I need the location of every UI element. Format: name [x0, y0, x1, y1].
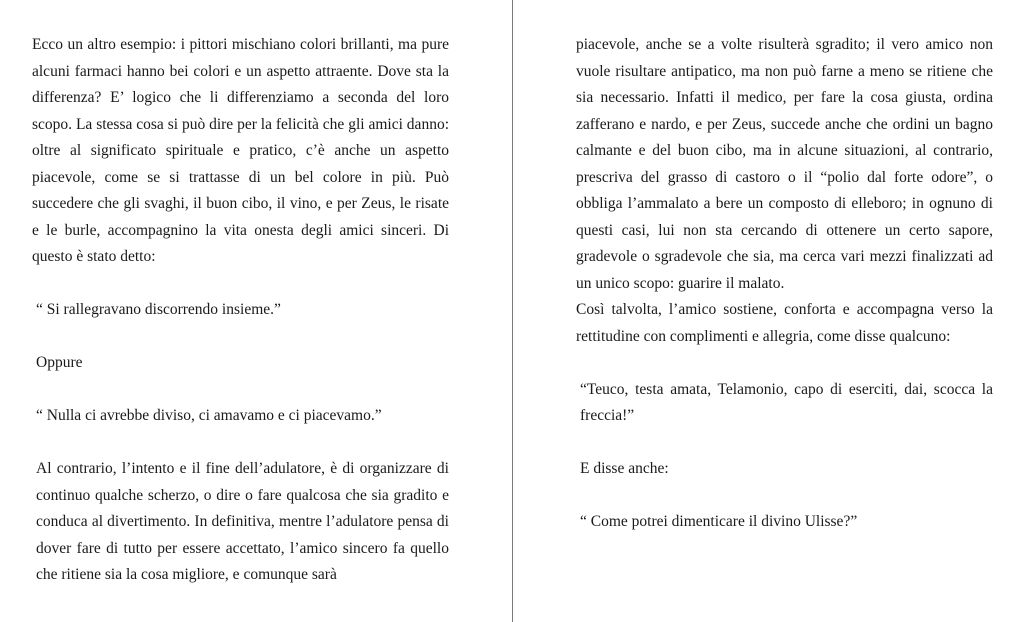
blank-line [32, 377, 449, 404]
paragraph: piacevole, anche se a volte risulterà sgradito; il vero amico non vuole risultare antipatico, ma non può farne a meno se ritiene che sia necessario. Infatti il medico, per fare la cosa giusta, ordina zafferano e nardo, e per Zeus, succede anche che ordini un bagno calmante e del buon cibo, ma in alcune situazioni, al contrario, prescriva del grasso di castoro o il “polio dal forte odore”, o obbliga l’ammalato a bere un composto di elleboro; in ognuno di questi casi, lui non sta cercando di ottenere un certo sapore, gradevole o sgradevole che sia, ma cerca vari mezzi finalizzati ad un unico scopo: guarire il malato. [576, 36, 993, 292]
paragraph: Ecco un altro esempio: i pittori mischiano colori brillanti, ma pure alcuni farmaci hanno bei colori e un aspetto attraente. Dove sta la differenza? E’ logico che li differenziamo a seconda del loro scopo. La stessa cosa si può dire per la felicità che gli amici danno: oltre al significato spirituale e pratico, c’è anche un aspetto piacevole, come se si trattasse di un bel colore in più. Può succedere che gli svaghi, il buon cibo, il vino, e per Zeus, le risate e le burle, accompagnino la vita onesta degli amici sinceri. Di questo è stato detto: [32, 36, 449, 265]
quote-paragraph: “Teuco, testa amata, Telamonio, capo di eserciti, dai, scocca la freccia!” [580, 380, 993, 424]
paragraph: E disse anche: [580, 460, 669, 477]
blank-line [32, 430, 449, 457]
blank-line [576, 430, 993, 457]
blank-line [32, 271, 449, 298]
quote-paragraph: “ Si rallegravano discorrendo insieme.” [36, 301, 281, 318]
quote-paragraph: “ Nulla ci avrebbe diviso, ci amavamo e ci piacevamo.” [36, 407, 382, 424]
paragraph: Oppure [36, 354, 83, 371]
blank-line [32, 324, 449, 351]
paragraph: Così talvolta, l’amico sostiene, conforta e accompagna verso la rettitudine con complimenti e allegria, come disse qualcuno: [576, 301, 993, 345]
quote-paragraph: “ Come potrei dimenticare il divino Ulisse?” [580, 513, 858, 530]
page-divider [512, 0, 513, 622]
blank-line [576, 350, 993, 377]
left-page [32, 32, 449, 589]
blank-line [576, 483, 993, 510]
right-page [576, 32, 993, 536]
paragraph: Al contrario, l’intento e il fine dell’adulatore, è di organizzare di continuo qualche scherzo, o dire o fare qualcosa che sia gradito e conduca al divertimento. In definitiva, mentre l’adulatore pensa di dover fare di tutto per essere accettato, l’amico sincero fa quello che ritiene sia la cosa migliore, e comunque sarà [36, 460, 449, 583]
